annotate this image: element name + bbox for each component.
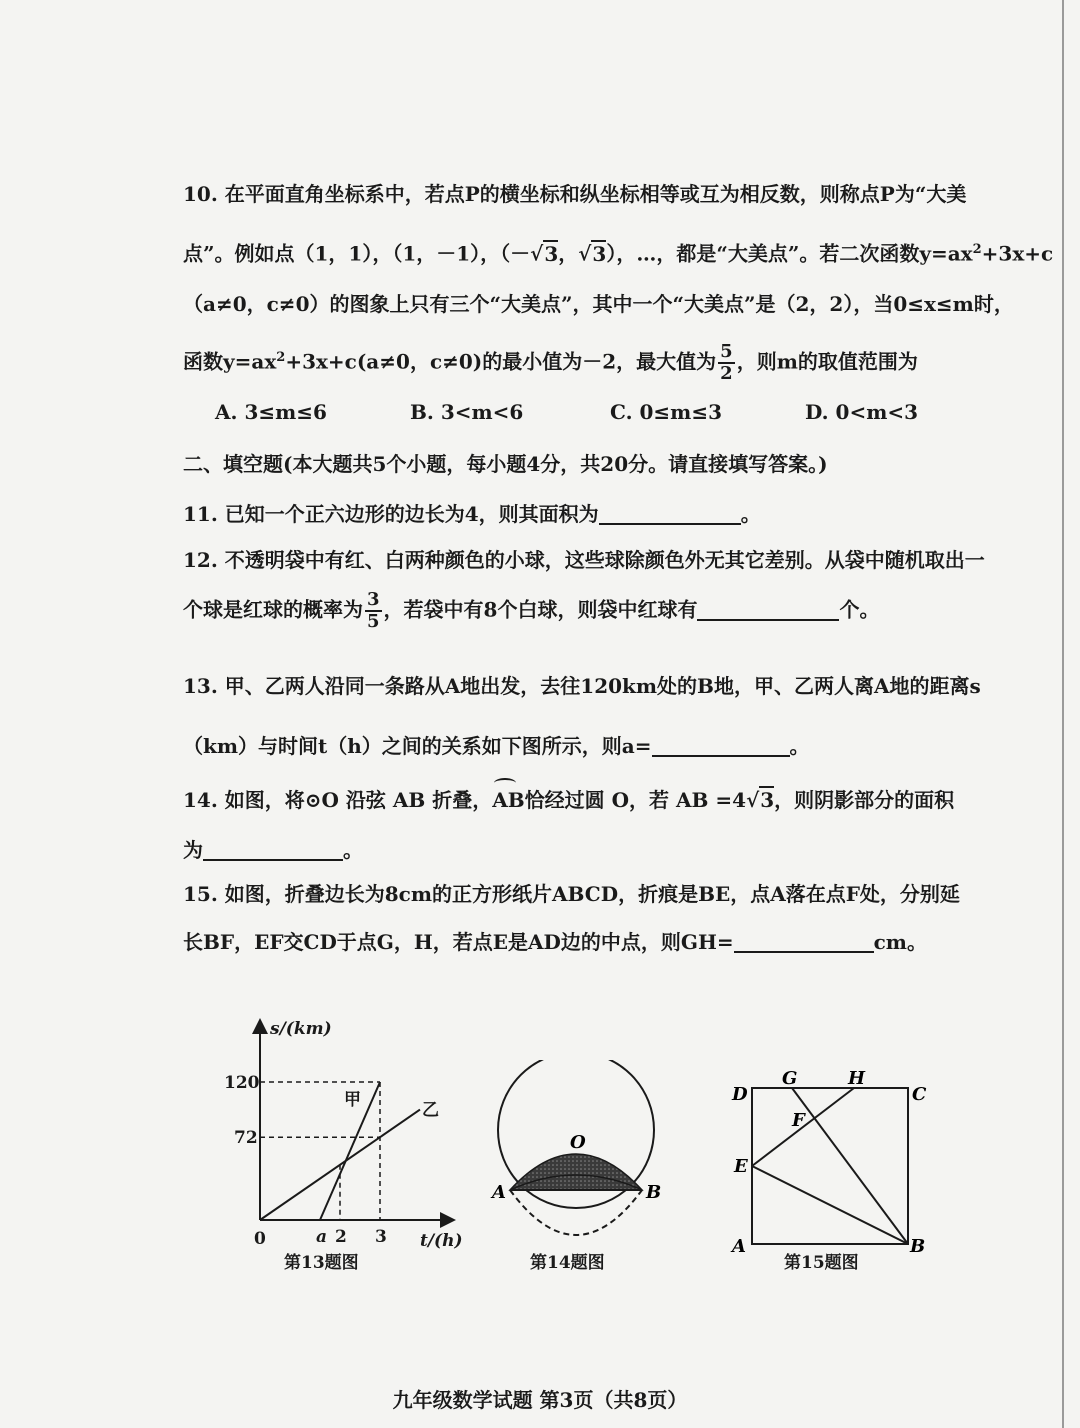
q11: 11. 已知一个正六边形的边长为4，则其面积为 。: [183, 502, 761, 526]
section-2-heading: 二、填空题(本大题共5个小题，每小题4分，共20分。请直接填写答案。): [183, 452, 828, 476]
label-o: O: [570, 1132, 586, 1153]
q12-line2: 个球是红球的概率为 $\frac{3}{5}$ ，若袋中有8个白球，则袋中红球有 个。: [183, 589, 880, 632]
y-tick-72: 72: [234, 1128, 258, 1149]
x-tick-a: a: [316, 1227, 328, 1247]
label-a: A: [732, 1236, 746, 1256]
q10-fraction: $\frac{5}{2}$: [720, 341, 733, 384]
q14-line2: 为 。: [183, 838, 363, 862]
label-a: A: [492, 1182, 506, 1203]
label-b: B: [910, 1236, 926, 1256]
q11-answer-blank[interactable]: [599, 503, 741, 525]
x-axis-label: t/(h): [420, 1231, 463, 1250]
figure-13-caption: 第13题图: [284, 1253, 359, 1273]
label-f: F: [792, 1110, 805, 1131]
arc-ab: AB: [492, 786, 524, 814]
origin-label: 0: [254, 1229, 266, 1249]
q10-line3: （a≠0，c≠0）的图象上只有三个“大美点”，其中一个“大美点”是（2，2），当0≤x≤m时，: [183, 292, 1014, 316]
q14-answer-blank[interactable]: [203, 839, 343, 861]
q10-option-c: C. 0≤m≤3: [610, 400, 723, 424]
q13-answer-blank[interactable]: [652, 735, 790, 757]
y-tick-120: 120: [224, 1073, 260, 1093]
label-h: H: [848, 1068, 866, 1089]
figure-14-diagram: [488, 1060, 668, 1250]
segment-bg: [792, 1088, 908, 1244]
label-e: E: [734, 1156, 748, 1177]
figure-13-chart: [220, 1010, 470, 1250]
q10-line2: 点”。例如点（1，1），（1，－1），（－√3，√3），…，都是“大美点”。若二次函数$y=ax^2+3x+c$: [183, 241, 1054, 266]
q12-fraction: $\frac{3}{5}$: [367, 589, 380, 632]
dashed-arc: [510, 1190, 642, 1235]
series-yi-label: 乙: [422, 1100, 439, 1121]
q10-line4: 函数$y=ax^2+3x+c(a\ne 0$，c≠0)的最小值为－2，最大值为 $\frac{5}{2}$ ，则m的取值范围为: [183, 341, 918, 384]
label-d: D: [732, 1084, 748, 1105]
figure-14-caption: 第14题图: [530, 1253, 605, 1273]
figure-15-caption: 第15题图: [784, 1253, 859, 1273]
figure-15-diagram: [728, 1066, 938, 1256]
x-tick-3: 3: [375, 1227, 387, 1247]
q13-line1: 13. 甲、乙两人沿同一条路从A地出发，去往120km处的B地，甲、乙两人离A地的距离s: [183, 674, 981, 698]
q10-option-b: B. 3<m<6: [410, 400, 524, 424]
label-g: G: [782, 1068, 798, 1089]
series-jia-label: 甲: [344, 1090, 361, 1110]
square-abcd: [752, 1088, 908, 1244]
page-footer: 九年级数学试题 第3页（共8页）: [392, 1388, 688, 1412]
q13-line2: （km）与时间t（h）之间的关系如下图所示，则a= 。: [183, 734, 810, 758]
q15-line2: 长BF，EF交CD于点G，H，若点E是AD边的中点，则GH= cm。: [183, 930, 927, 954]
x-tick-2: 2: [335, 1227, 347, 1247]
q10-line1: 10. 在平面直角坐标系中，若点P的横坐标和纵坐标相等或互为相反数，则称点P为“大美: [183, 182, 967, 206]
y-axis-label: s/(km): [270, 1019, 332, 1039]
segment-eb: [752, 1166, 908, 1244]
q15-line1: 15. 如图，折叠边长为8cm的正方形纸片ABCD，折痕是BE，点A落在点F处，分别延: [183, 882, 960, 906]
shaded-region: [510, 1154, 642, 1190]
q10-option-a: A. 3≤m≤6: [215, 400, 327, 424]
q12-line1: 12. 不透明袋中有红、白两种颜色的小球，这些球除颜色外无其它差别。从袋中随机取出一: [183, 548, 985, 572]
q12-answer-blank[interactable]: [697, 599, 839, 621]
label-c: C: [912, 1084, 927, 1105]
q10-option-d: D. 0<m<3: [805, 400, 919, 424]
q15-answer-blank[interactable]: [734, 931, 874, 953]
label-b: B: [646, 1182, 662, 1203]
page-edge-line: [1062, 0, 1064, 1428]
q14-line1: 14. 如图，将⊙O 沿弦 AB 折叠， AB恰经过圆 O，若 AB =4√3，则阴影部分的面积: [183, 786, 1013, 814]
